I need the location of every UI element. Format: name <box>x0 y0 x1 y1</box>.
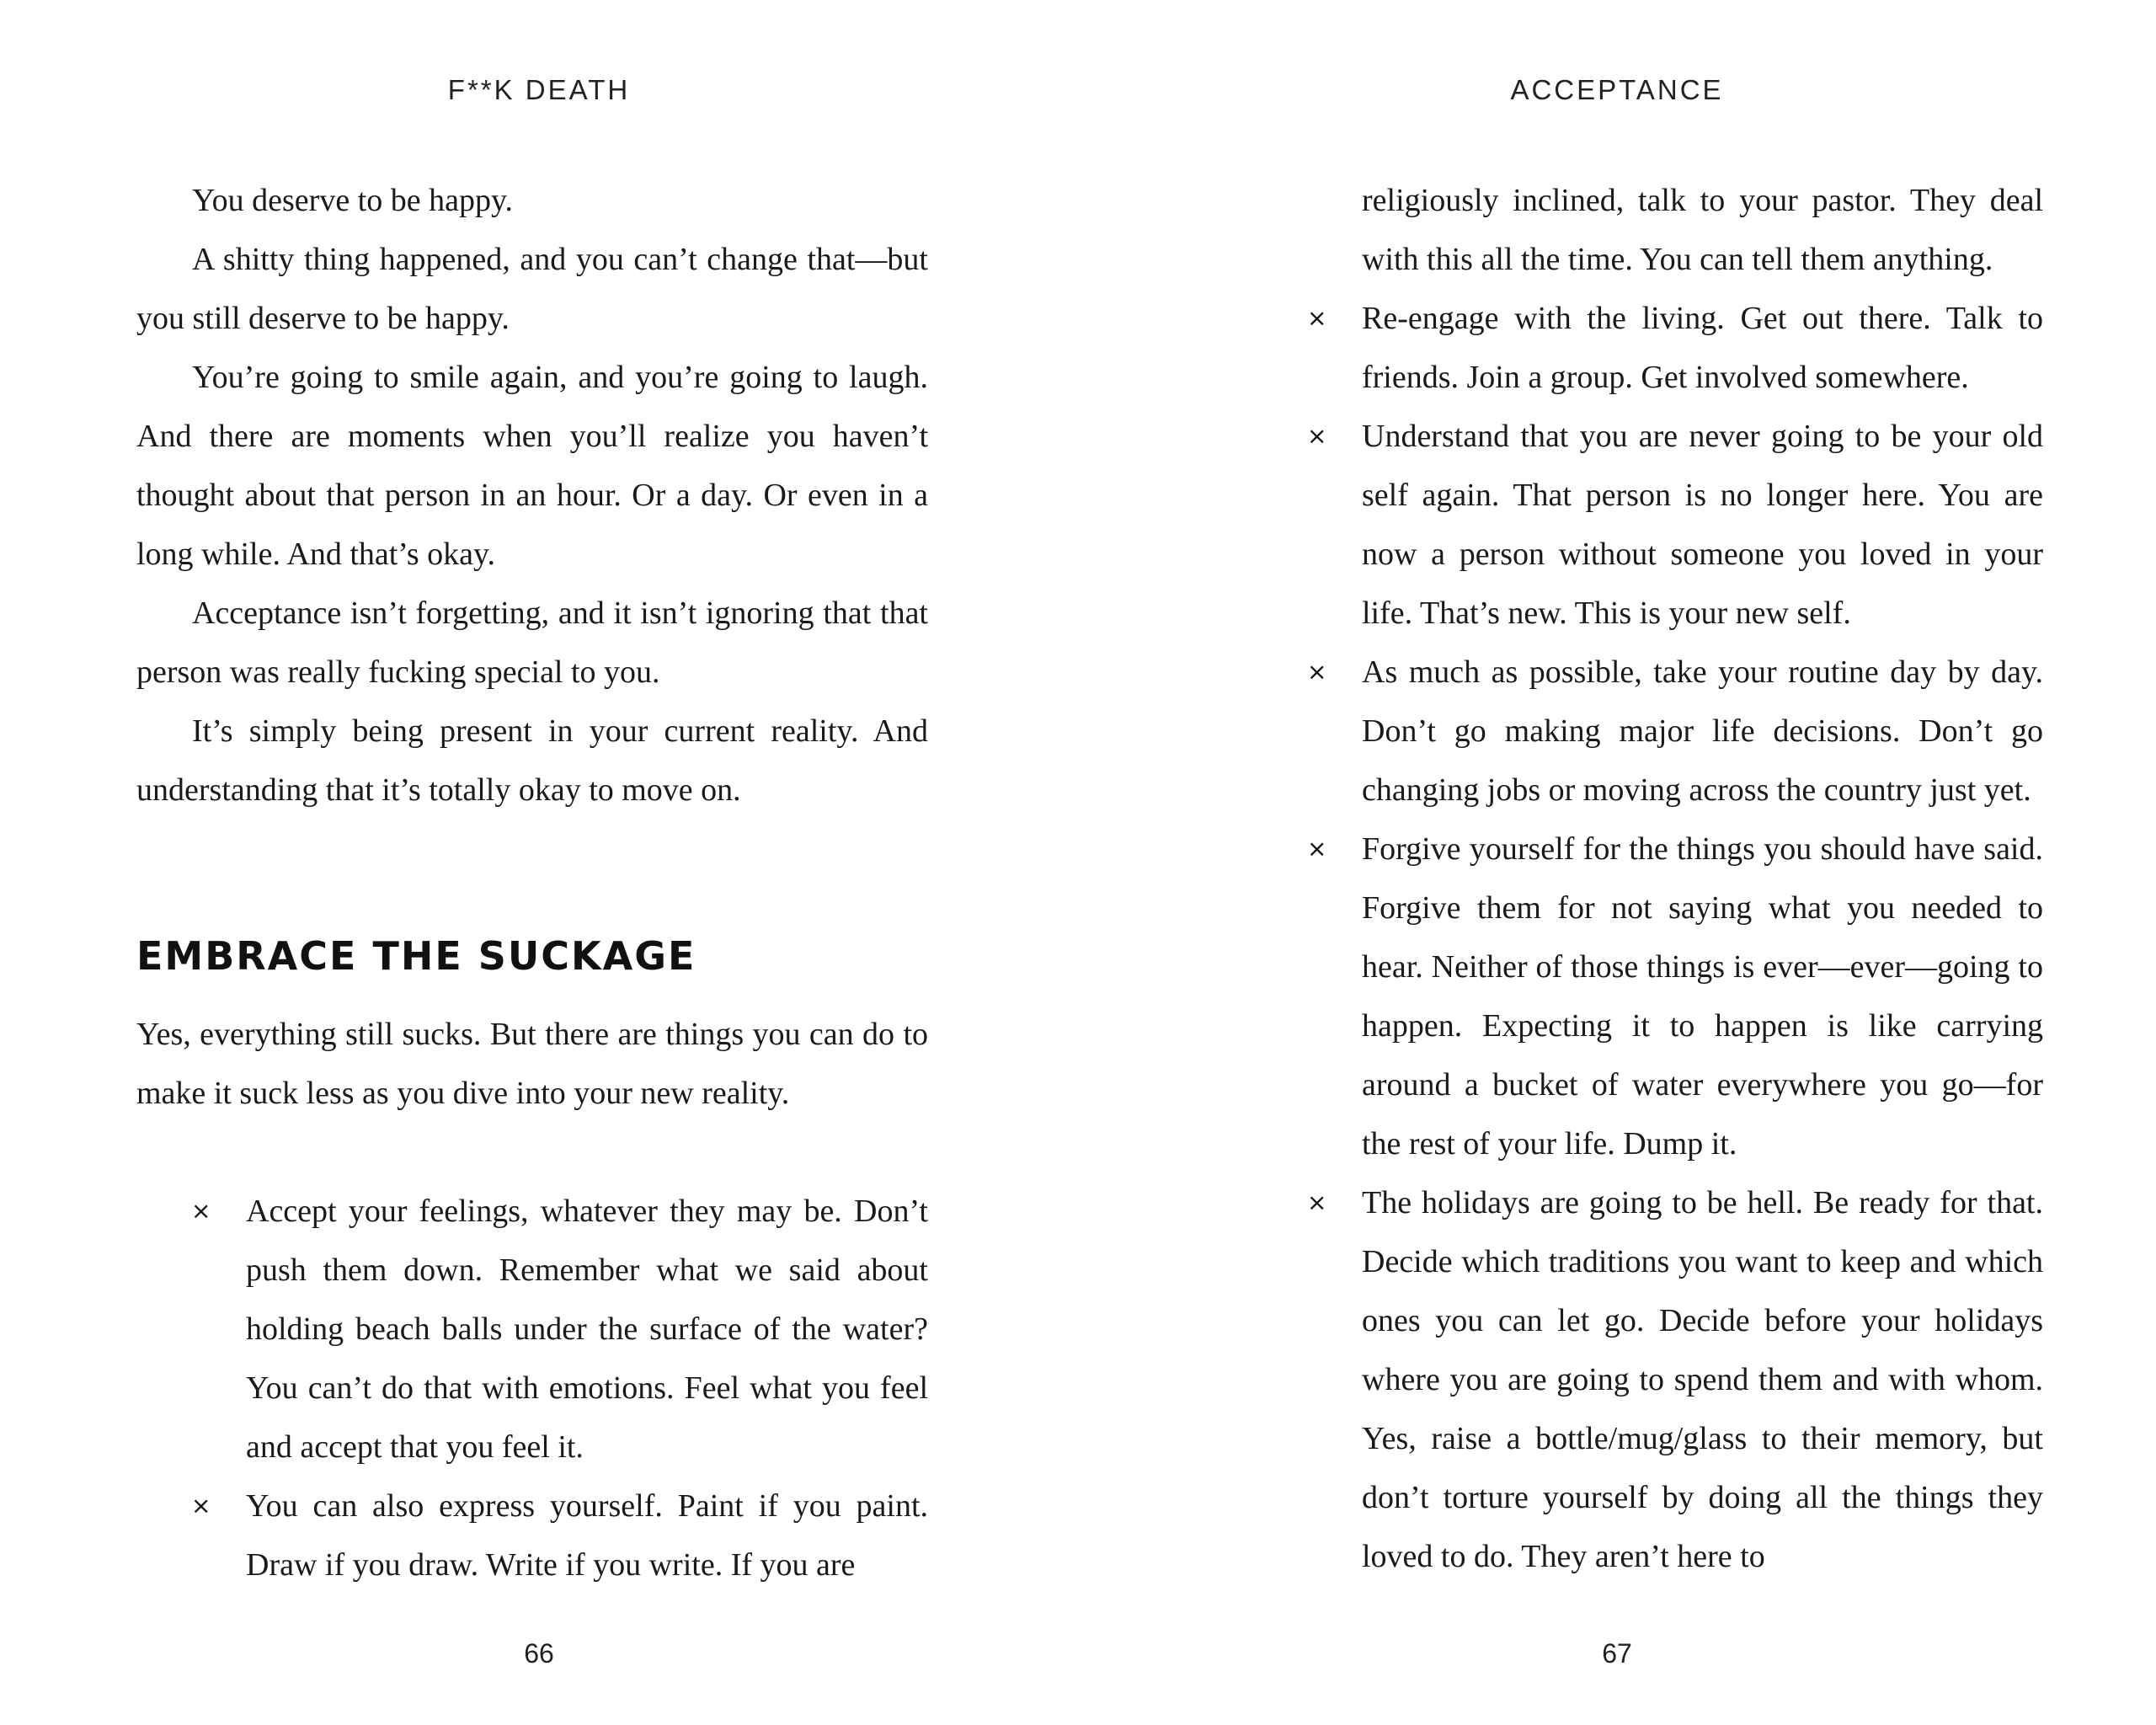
bullet-x-icon: × <box>1307 422 1327 450</box>
list-item-text: The holidays are going to be hell. Be ready for that. Decide which traditions you want to keep and which ones you can let go. Decide before your holidays where you are going to spend them and with whom. Yes, raise a bottle/mug/glass to their memory, but don’t torture yourself by doing all the things they loved to do. They aren’t here to <box>1362 1185 2043 1574</box>
intro-paragraph: Yes, everything still sucks. But there are things you can do to make it suck less as you dive into your new reality. <box>136 1017 928 1111</box>
section-intro <box>136 1005 928 1123</box>
paragraph: A shitty thing happened, and you can’t change that—but you still deserve to be happy. <box>136 242 928 336</box>
paragraph: Acceptance isn’t forgetting, and it isn’t ignoring that that person was really fucking special to you. <box>136 595 928 690</box>
list-item <box>191 1182 928 1477</box>
list-item <box>1307 643 2043 820</box>
bullet-x-icon: × <box>1307 835 1327 862</box>
right-page <box>1078 0 2156 1725</box>
paragraph: You deserve to be happy. <box>192 183 514 218</box>
list-item-text: Understand that you are never going to be your old self again. That person is no longer here. You are now a person without someone you loved in your life. That’s new. This is your new self. <box>1362 419 2043 631</box>
bullet-x-icon: × <box>1307 304 1327 332</box>
list-item <box>1307 820 2043 1173</box>
bullet-x-icon: × <box>191 1492 211 1519</box>
page-number-left: 66 <box>524 1638 554 1669</box>
right-body-text <box>1307 171 2043 1586</box>
section-heading: EMBRACE THE SUCKAGE <box>136 933 696 979</box>
running-head-right: ACCEPTANCE <box>1510 74 1724 105</box>
bullet-x-icon: × <box>1307 658 1327 686</box>
list-item <box>1307 289 2043 407</box>
page-number-right: 67 <box>1602 1638 1632 1669</box>
bullet-x-icon: × <box>191 1197 211 1225</box>
list-item-text: Accept your feelings, whatever they may be. Don’t push them down. Remember what we said about holding beach balls under the surface of the water? You can’t do that with emotions. Feel what you feel and accept that you feel it. <box>246 1194 928 1465</box>
left-body-text <box>136 171 928 820</box>
paragraph: It’s simply being present in your current reality. And understanding that it’s totally okay to move on. <box>136 713 928 808</box>
list-item-text: You can also express yourself. Paint if you paint. Draw if you draw. Write if you write. If you are <box>246 1488 928 1583</box>
continuation-paragraph: religiously inclined, talk to your pastor. They deal with this all the time. You can tell them anything. <box>1362 183 2043 277</box>
list-item <box>1307 1173 2043 1586</box>
running-head-left: F**K DEATH <box>447 74 631 105</box>
list-item-text: Re-engage with the living. Get out there. Talk to friends. Join a group. Get involved somewhere. <box>1362 301 2043 395</box>
paragraph: You’re going to smile again, and you’re going to laugh. And there are moments when you’ll realize you haven’t thought about that person in an hour. Or a day. Or even in a long while. And that’s okay. <box>136 360 928 572</box>
bullet-x-icon: × <box>1307 1188 1327 1216</box>
list-item <box>1307 407 2043 643</box>
list-item-text: As much as possible, take your routine day by day. Don’t go making major life decisions. Don’t go changing jobs or moving across the country just yet. <box>1362 654 2043 808</box>
left-bullet-list <box>191 1182 928 1594</box>
list-item <box>191 1477 928 1594</box>
list-item-text: Forgive yourself for the things you should have said. Forgive them for not saying what you needed to hear. Neither of those things is ever—ever—going to happen. Expecting it to happen is like carrying around a bucket of water everywhere you go—for the rest of your life. Dump it. <box>1362 831 2043 1162</box>
